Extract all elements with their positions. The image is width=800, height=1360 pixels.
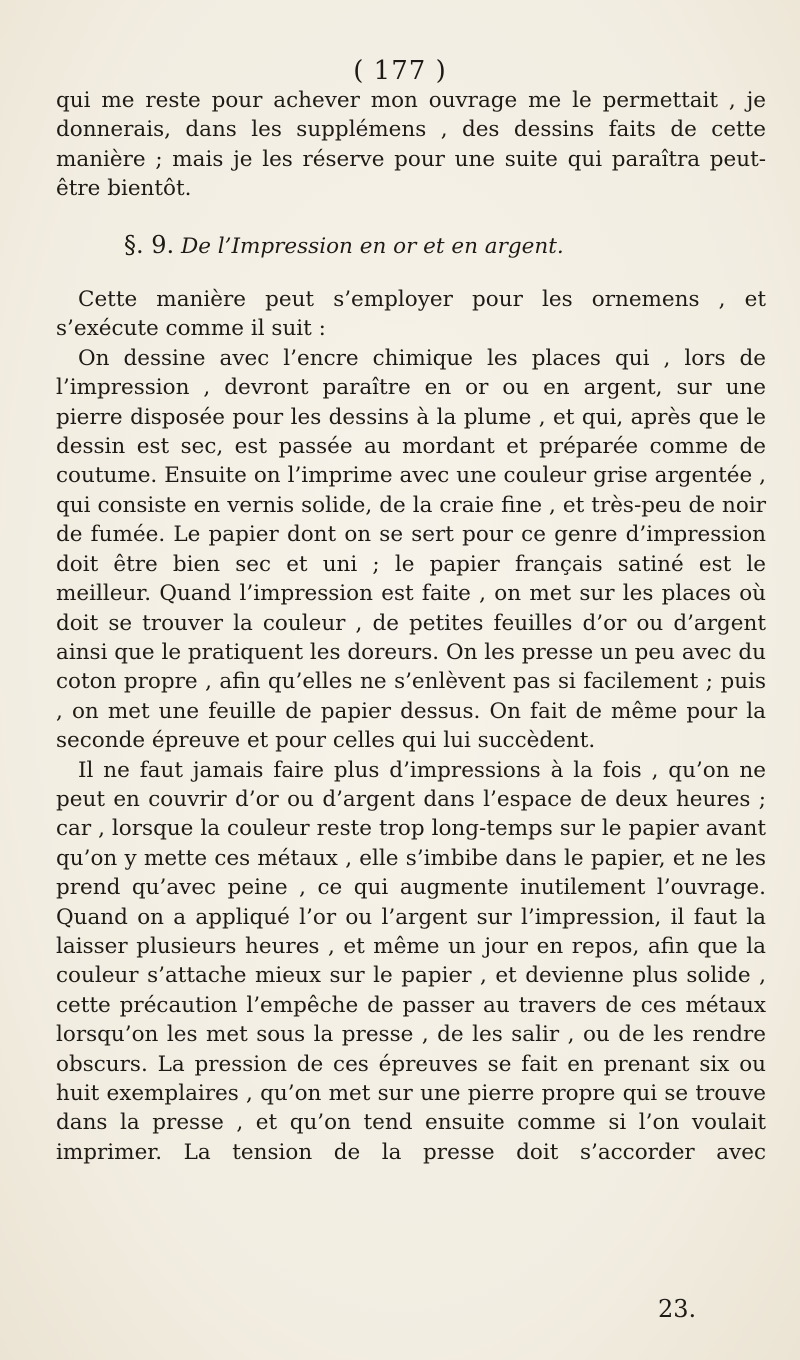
section-title: De l’Impression en or et en argent. [181,233,564,259]
section-number: §. 9. [124,230,175,259]
paragraph-intro: Cette manière peut s’employer pour les ornemens , et s’exécute comme il suit : [56,287,766,342]
paragraph-precautions: Il ne faut jamais faire plus d’impressions à la fois , qu’on ne peut en couvrir d’or ou d’argent dans l’espace de deux heures ; car , lorsque la couleur reste trop long-temps sur le papier avant qu’on y mette ces métaux , elle s’imbibe dans le papier, et ne les prend qu’avec peine , ce qui augmente inutilement l’ouvrage. Quand on a appliqué l’or ou l’argent sur l’impression, il faut la laisser plusieurs heures , et même un jour en repos, afin que la couleur s’attache mieux sur le papier , et devienne plus solide , cette précaution l’empêche de passer au travers de ces métaux lorsqu’on les met sous la presse , de les salir , ou de les rendre obscurs. La pression de ces épreuves se fait en prenant six ou huit exemplaires , qu’on met sur une pierre propre qui se trouve dans la presse , et qu’on tend ensuite comme si l’on voulait imprimer. La tension de la presse doit s’accorder avec [56,757,766,1165]
paragraph-continuation: qui me reste pour achever mon ouvrage me le permettait , je donnerais, dans les supplémens , des dessins faits de cette manière ; mais je les réserve pour une suite qui paraîtra peut-être bientôt. [56,88,766,202]
body-text [56,86,766,1167]
paragraph-method: On dessine avec l’encre chimique les places qui , lors de l’impression , devront paraître en or ou en argent, sur une pierre disposée pour les dessins à la plume , et qui, après que le dessin est sec, est passée au mordant et préparée comme de coutume. Ensuite on l’imprime avec une couleur grise argentée , qui consiste en vernis solide, de la craie fine , et très-peu de noir de fumée. Le papier dont on se sert pour ce genre d’impression doit être bien sec et uni ; le papier français satiné est le meilleur. Quand l’impression est faite , on met sur les places où doit se trouver la couleur , de petites feuilles d’or ou d’argent ainsi que le pratiquent les doreurs. On les presse un peu avec du coton propre , afin qu’elles ne s’enlèvent pas si facilement ; puis , on met une feuille de papier dessus. On fait de même pour la seconde épreuve et pour celles qui lui succèdent. [56,345,766,754]
page-number: ( 177 ) [353,56,447,86]
section-heading [56,231,766,261]
signature-mark: 23. [658,1295,697,1323]
